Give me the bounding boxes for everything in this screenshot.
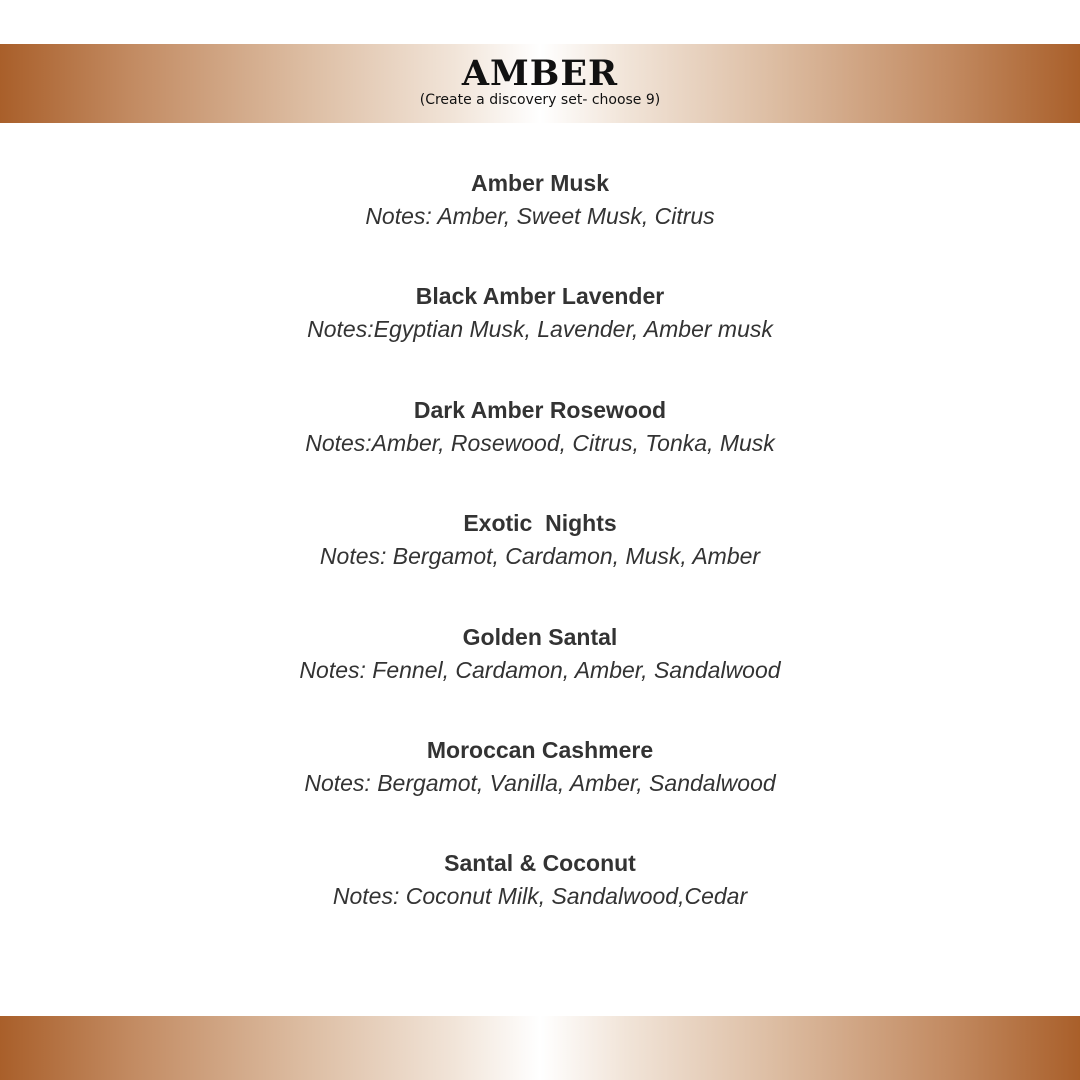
list-item [0,621,1080,734]
fragrance-list [0,167,1080,961]
list-item [0,280,1080,393]
page-subtitle: (Create a discovery set- choose 9) [419,92,661,108]
fragrance-notes: Notes: Bergamot, Cardamon, Musk, Amber [319,543,761,570]
list-item [0,167,1080,280]
fragrance-notes: Notes:Egyptian Musk, Lavender, Amber musk [307,316,773,343]
fragrance-notes: Notes:Amber, Rosewood, Citrus, Tonka, Musk [305,429,775,456]
fragrance-name: Moroccan Cashmere [426,736,654,763]
fragrance-notes: Notes: Bergamot, Vanilla, Amber, Sandalwood [304,769,776,796]
fragrance-name: Black Amber Lavender [415,283,665,310]
fragrance-notes: Notes: Fennel, Cardamon, Amber, Sandalwood [299,656,781,683]
fragrance-notes: Notes: Amber, Sweet Musk, Citrus [365,203,715,229]
page-title: AMBER [461,53,619,94]
fragrance-name: Dark Amber Rosewood [413,396,667,423]
list-item [0,394,1080,507]
bottom-gradient-band [0,1016,1080,1080]
fragrance-name: Santal & Coconut [444,850,636,877]
list-item [0,847,1080,960]
list-item [0,734,1080,847]
fragrance-name: Exotic Nights [463,510,617,537]
fragrance-name: Amber Musk [470,170,610,196]
fragrance-name: Golden Santal [462,623,618,650]
fragrance-notes: Notes: Coconut Milk, Sandalwood,Cedar [332,883,748,910]
list-item [0,507,1080,620]
